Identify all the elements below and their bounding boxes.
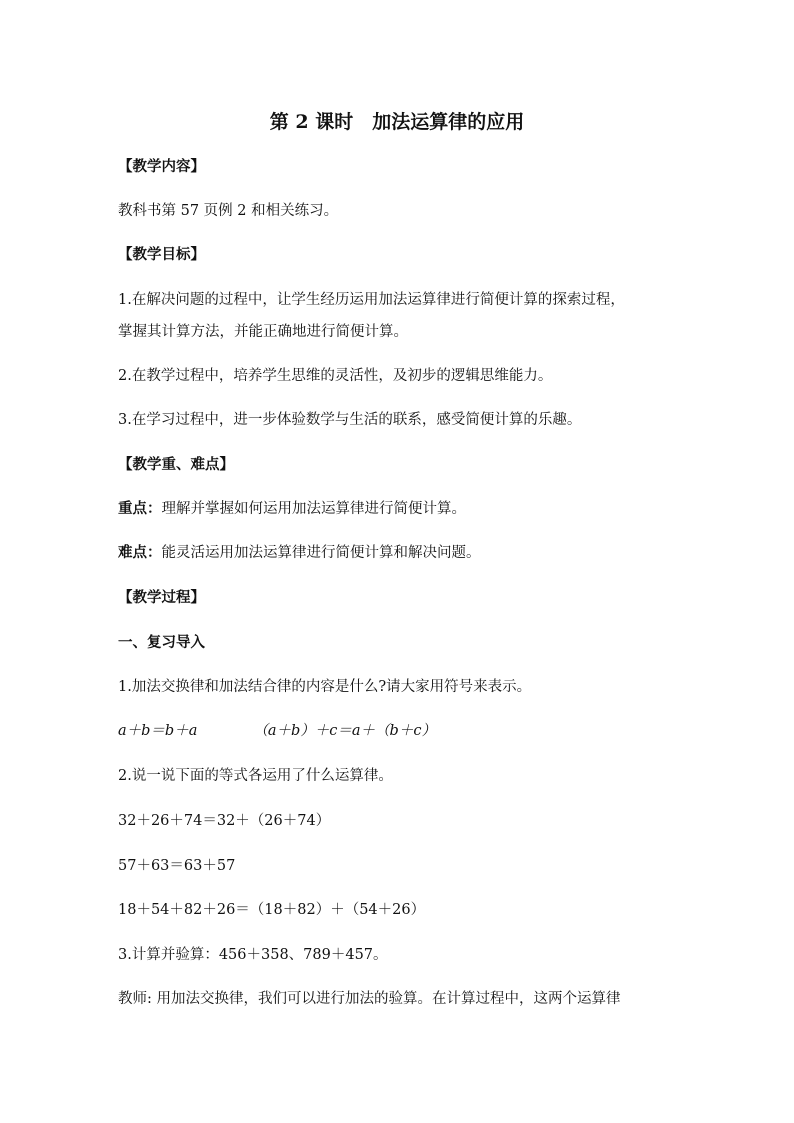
key-point — [118, 499, 466, 519]
teaching-process-heading: 【教学过程】 — [118, 589, 205, 606]
equation-1: 32＋26＋74＝32＋（26＋74） — [118, 813, 331, 829]
goal-1-line-1: 1.在解决问题的过程中，让学生经历运用加法运算律进行简便计算的探索过程， — [118, 292, 625, 308]
difficulty-point — [118, 543, 481, 563]
commutative-formula: a＋b＝b＋a — [118, 723, 198, 739]
review-intro-heading: 一、复习导入 — [118, 634, 205, 651]
goal-1-line-2: 掌握其计算方法，并能正确地进行简便计算。 — [118, 324, 408, 340]
teacher-remark: 教师: 用加法交换律，我们可以进行加法的验算。在计算过程中，这两个运算律 — [118, 991, 621, 1007]
goal-3: 3.在学习过程中，进一步体验数学与生活的联系，感受简便计算的乐趣。 — [118, 412, 582, 428]
teaching-goals-heading: 【教学目标】 — [118, 246, 205, 263]
formulas-line — [118, 721, 436, 741]
key-point-text: 理解并掌握如何运用加法运算律进行简便计算。 — [161, 501, 466, 517]
associative-formula: （a＋b）＋c＝a＋（b＋c） — [253, 723, 436, 739]
difficulty-text: 能灵活运用加法运算律进行简便计算和解决问题。 — [161, 545, 481, 561]
equation-3: 18＋54＋82＋26＝（18＋82）＋（54＋26） — [118, 902, 426, 918]
goal-2: 2.在教学过程中，培养学生思维的灵活性，及初步的逻辑思维能力。 — [118, 368, 553, 384]
page-title: 第 2 课时 加法运算律的应用 — [269, 111, 525, 133]
question-3: 3.计算并验算：456＋358、789＋457。 — [118, 947, 388, 963]
question-2: 2.说一说下面的等式各运用了什么运算律。 — [118, 768, 393, 784]
key-difficulty-heading: 【教学重、难点】 — [118, 456, 234, 473]
equation-2: 57＋63＝63＋57 — [118, 858, 236, 874]
question-1: 1.加法交换律和加法结合律的内容是什么?请大家用符号来表示。 — [118, 679, 532, 695]
key-point-label: 重点： — [118, 500, 162, 517]
teaching-content-heading: 【教学内容】 — [118, 158, 205, 175]
difficulty-label: 难点： — [118, 544, 162, 561]
teaching-content-text: 教科书第 57 页例 2 和相关练习。 — [118, 203, 339, 219]
